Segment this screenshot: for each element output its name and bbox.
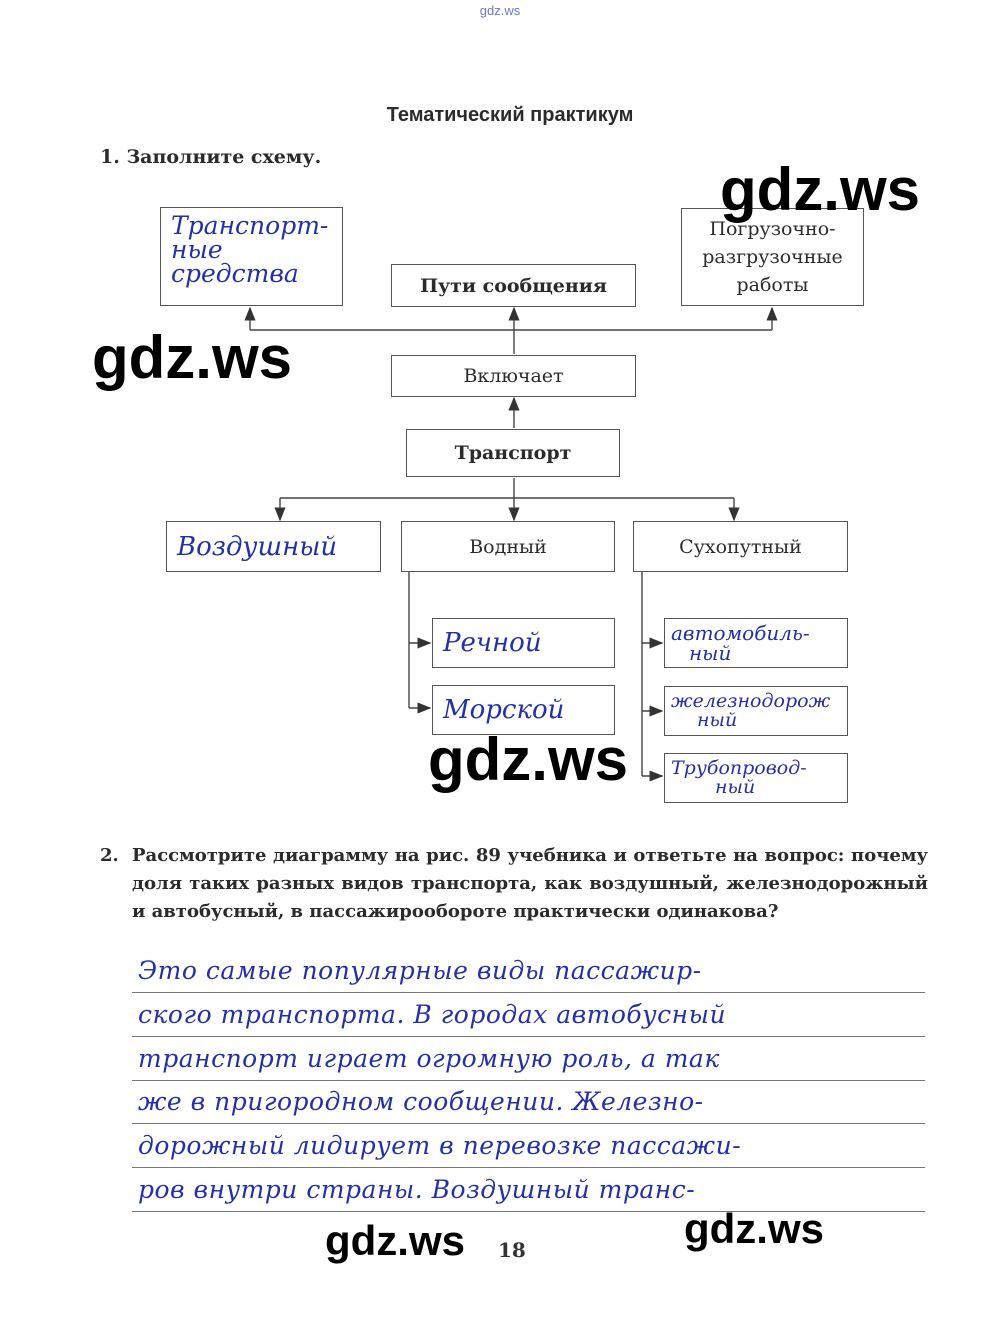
page-number: 18 <box>498 1238 526 1262</box>
watermark: gdz.ws <box>325 1217 466 1264</box>
ruled-line <box>132 1036 925 1037</box>
box-ways: Пути сообщения <box>391 264 636 307</box>
handwritten-line: средства <box>171 259 299 288</box>
watermark: gdz.ws <box>720 156 921 223</box>
watermark: gdz.ws <box>428 726 629 793</box>
box-land: Сухопутный <box>633 521 848 572</box>
source-mark: gdz.ws <box>479 3 521 18</box>
box-river: Речной <box>432 618 615 668</box>
answer-line: ров внутри страны. Воздушный транс- <box>138 1175 696 1204</box>
handwritten-line: Трубопровод- <box>671 757 807 779</box>
handwritten-line: ный <box>715 776 756 798</box>
answer-line: ского транспорта. В городах автобусный <box>138 1000 727 1029</box>
box-auto <box>664 618 848 668</box>
box-line: работы <box>736 274 809 296</box>
task2-number: 2. <box>100 845 119 866</box>
watermark: gdz.ws <box>684 1205 825 1252</box>
task2-question: Рассмотрите диаграмму на рис. 89 учебника и ответьте на вопрос: почему доля таких разных видов транспорта, как воздушный, железнодорожный и автобусный, в пассажирообороте практически одинакова? <box>132 845 928 922</box>
answer-line: Это самые популярные виды пассажир- <box>138 956 702 985</box>
handwritten-line: ные <box>171 235 223 264</box>
ruled-line <box>132 1080 925 1081</box>
box-pipe <box>664 753 848 803</box>
answer-line: транспорт играет огромную роль, а так <box>138 1044 720 1073</box>
handwritten-line: автомобиль- <box>671 621 810 645</box>
box-includes: Включает <box>391 355 636 397</box>
box-water: Водный <box>401 521 615 572</box>
box-line: разгрузочные <box>702 246 843 268</box>
ruled-line <box>132 1123 925 1124</box>
answer-line: же в пригородном сообщении. Железно- <box>138 1087 704 1116</box>
box-line: Погрузочно- <box>709 218 836 240</box>
watermark: gdz.ws <box>92 324 293 391</box>
box-sea: Морской <box>432 685 615 735</box>
ruled-line <box>132 1167 925 1168</box>
box-rail <box>664 686 848 736</box>
ruled-line <box>132 992 925 993</box>
answer-line: дорожный лидирует в перевозке пассажи- <box>138 1131 742 1160</box>
page-title: Тематический практикум <box>386 104 634 126</box>
box-transport: Транспорт <box>406 429 620 477</box>
box-air: Воздушный <box>166 521 381 572</box>
box-transport-means <box>160 207 343 306</box>
handwritten-line: ный <box>697 709 738 731</box>
task1-prompt: 1. Заполните схему. <box>100 146 322 168</box>
handwritten-line: ный <box>689 641 732 665</box>
handwritten-line: железнодорож <box>671 690 831 712</box>
task2-question-block <box>100 842 928 926</box>
handwritten-line: Транспорт- <box>171 211 329 240</box>
